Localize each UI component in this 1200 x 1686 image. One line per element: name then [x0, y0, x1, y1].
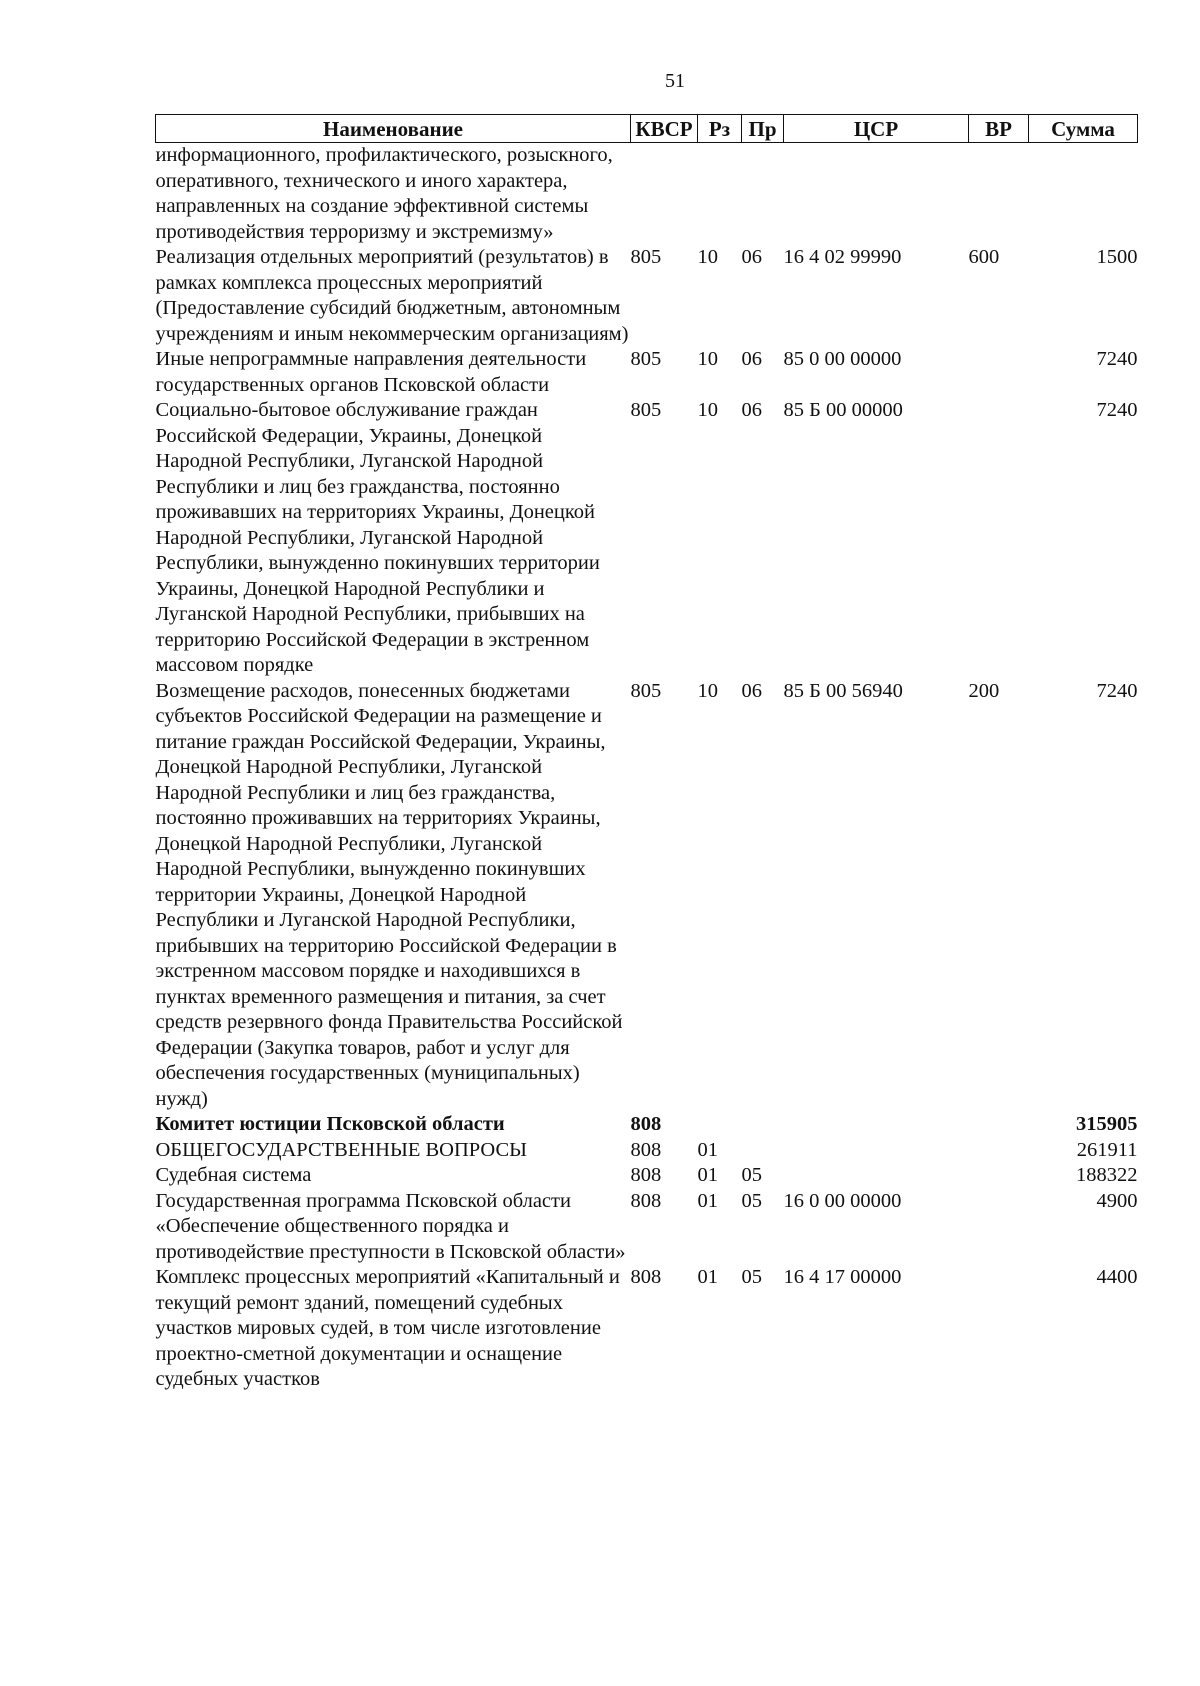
row-sum — [1029, 143, 1138, 246]
row-name: Возмещение расходов, понесенных бюджетами субъектов Российской Федерации на размещение и питание граждан Российской Федерации, Украины, Донецкой Народной Республики, Луганской Народной Республики и лиц без гражданства, постоянно проживавших на территориях Украины, Донецкой Народной Республики, Луганской Народной Республики, вынужденно покинувших территории Украины, Донецкой Народной Республики и Луганской Народной Республики, прибывших на территорию Российской Федерации в экстренном массовом порядке и находившихся в пунктах временного размещения и питания, за счет средств резервного фонда Правительства Российской Федерации (Закупка товаров, работ и услуг для обеспечения государственных (муниципальных) нужд) — [155, 679, 623, 1110]
row-name: Государственная программа Псковской области «Обеспечение общественного порядка и противодействие преступности в Псковской области» — [155, 1189, 626, 1263]
row-vr — [969, 1189, 1029, 1266]
row-pr: 05 — [741, 1266, 762, 1288]
table-row — [156, 398, 1138, 679]
row-kvsr: 808 — [630, 1189, 662, 1212]
row-rz: 01 — [697, 1138, 718, 1161]
row-vr: 200 — [968, 679, 1000, 702]
header-name: Наименование — [156, 115, 631, 143]
table-row — [156, 1265, 1138, 1393]
row-sum: 7240 — [1096, 399, 1138, 421]
header-pr: Пр — [742, 115, 784, 143]
row-name: Реализация отдельных мероприятий (результатов) в рамках комплекса процессных мероприятий (Предоставление субсидий бюджетным, автономным учреждениям и иным некоммерческим организациям) — [155, 246, 629, 345]
row-rz: 01 — [697, 1164, 718, 1186]
row-kvsr: 805 — [630, 348, 662, 370]
row-pr — [742, 1112, 784, 1138]
row-vr: 600 — [968, 246, 1000, 268]
table-row — [156, 1189, 1138, 1266]
row-pr: 06 — [741, 246, 762, 268]
row-vr — [969, 1138, 1029, 1164]
row-vr — [969, 1265, 1029, 1393]
row-name: Иные непрограммные направления деятельности государственных органов Псковской области — [155, 348, 587, 396]
row-kvsr: 805 — [630, 679, 662, 702]
row-csr — [784, 1112, 969, 1138]
header-csr: ЦСР — [784, 115, 969, 143]
row-vr — [969, 143, 1029, 246]
row-name: Социально-бытовое обслуживание граждан Российской Федерации, Украины, Донецкой Народной Республики, Луганской Народной Республики и лиц без гражданства, постоянно проживавших на территориях Украины, Донецкой Народной Республики, Луганской Народной Республики, вынужденно покинувших территории Украины, Донецкой Народной Республики и Луганской Народной Республики, прибывших на территорию Российской Федерации в экстренном массовом порядке — [155, 399, 600, 676]
row-rz: 10 — [697, 348, 718, 370]
row-rz: 10 — [697, 399, 718, 421]
row-csr: 85 Б 00 56940 — [783, 679, 903, 702]
row-vr — [969, 347, 1029, 398]
row-csr — [784, 1163, 969, 1189]
row-name: информационного, профилактического, розыскного, оперативного, технического и иного характера, направленных на создание эффективной системы противодействия терроризму и экстремизму» — [155, 144, 613, 243]
budget-table — [155, 114, 1138, 1393]
row-csr: 16 4 17 00000 — [783, 1266, 902, 1288]
table-header-row — [156, 115, 1138, 143]
table-row — [156, 245, 1138, 347]
row-pr: 05 — [741, 1189, 762, 1212]
row-csr — [784, 1138, 969, 1164]
row-sum: 261911 — [1076, 1138, 1138, 1161]
row-csr: 85 Б 00 00000 — [783, 399, 903, 421]
row-name: ОБЩЕГОСУДАРСТВЕННЫЕ ВОПРОСЫ — [155, 1138, 528, 1161]
row-rz — [698, 143, 742, 246]
row-name: Судебная система — [155, 1164, 312, 1186]
row-pr: 05 — [741, 1164, 762, 1186]
row-kvsr: 808 — [630, 1164, 662, 1186]
row-sum: 4400 — [1096, 1266, 1138, 1288]
row-sum: 7240 — [1096, 348, 1138, 370]
row-name: Комитет юстиции Псковской области — [155, 1113, 505, 1135]
row-pr: 06 — [741, 679, 762, 702]
row-kvsr: 808 — [630, 1266, 662, 1288]
table-row — [156, 1163, 1138, 1189]
row-rz: 01 — [697, 1189, 718, 1212]
table-row — [156, 1112, 1138, 1138]
page-number: 51 — [665, 70, 685, 92]
row-sum: 4900 — [1096, 1189, 1138, 1212]
row-sum: 188322 — [1076, 1164, 1138, 1186]
header-vr: ВР — [969, 115, 1029, 143]
table-row — [156, 347, 1138, 398]
row-kvsr — [631, 143, 698, 246]
row-kvsr: 808 — [630, 1113, 662, 1135]
row-sum: 1500 — [1096, 246, 1138, 268]
row-rz: 01 — [697, 1266, 718, 1288]
row-vr — [969, 1112, 1029, 1138]
header-kvsr: КВСР — [631, 115, 698, 143]
row-name: Комплекс процессных мероприятий «Капитальный и текущий ремонт зданий, помещений судебных участков мировых судей, в том числе изготовление проектно-сметной документации и оснащение судебных участков — [155, 1266, 620, 1390]
row-rz: 10 — [697, 246, 718, 268]
row-sum: 7240 — [1096, 679, 1138, 702]
row-csr: 16 0 00 00000 — [783, 1189, 902, 1212]
row-pr — [742, 143, 784, 246]
row-vr — [969, 1163, 1029, 1189]
row-csr: 16 4 02 99990 — [783, 246, 902, 268]
row-pr — [742, 1138, 784, 1164]
row-vr — [969, 398, 1029, 679]
row-csr — [784, 143, 969, 246]
header-rz: Рз — [698, 115, 742, 143]
table-row — [156, 143, 1138, 246]
row-kvsr: 805 — [630, 399, 662, 421]
table-row — [156, 1138, 1138, 1164]
row-pr: 06 — [741, 399, 762, 421]
row-pr: 06 — [741, 348, 762, 370]
row-rz: 10 — [697, 679, 718, 702]
row-rz — [698, 1112, 742, 1138]
row-sum: 315905 — [1076, 1113, 1138, 1135]
row-kvsr: 808 — [630, 1138, 662, 1161]
table-row — [156, 679, 1138, 1113]
header-sum: Сумма — [1029, 115, 1138, 143]
row-csr: 85 0 00 00000 — [783, 348, 902, 370]
row-kvsr: 805 — [630, 246, 662, 268]
